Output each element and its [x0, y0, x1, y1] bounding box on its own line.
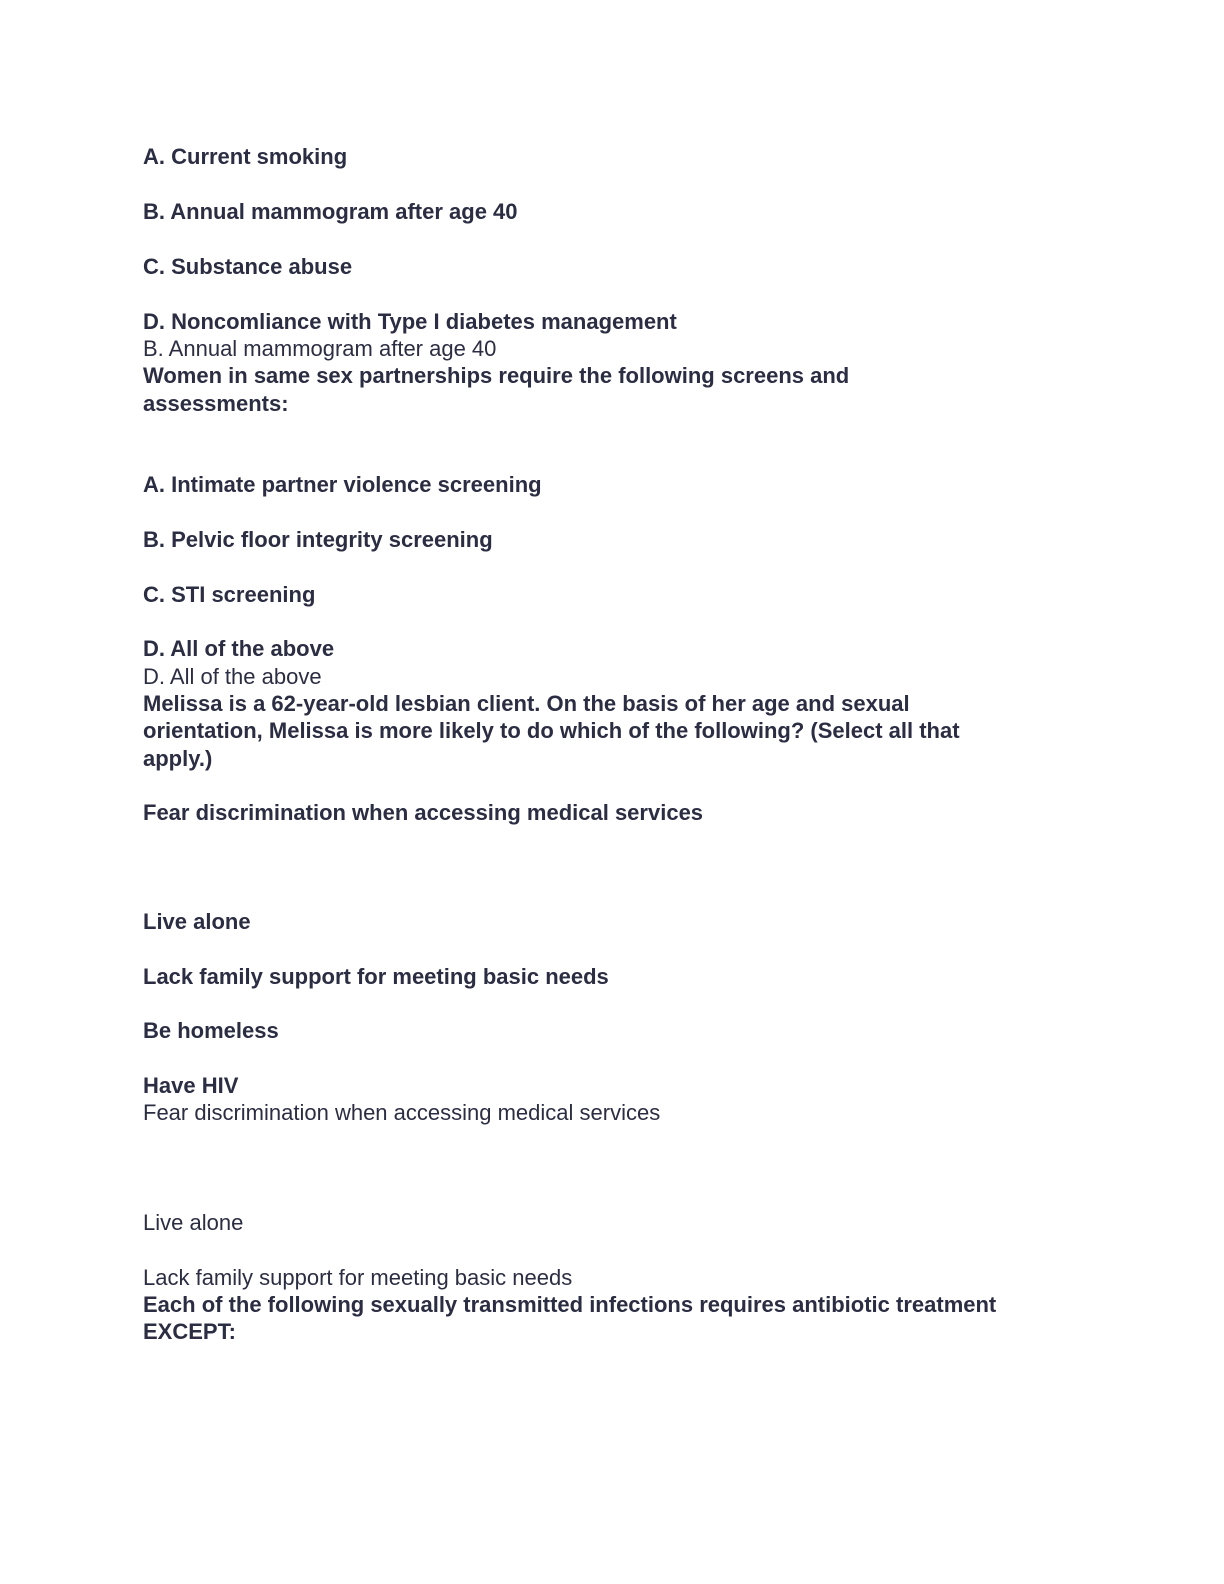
question-same-sex-screens-line1: Women in same sex partnerships require the following screens and: [143, 363, 850, 388]
answer-block3-1: Fear discrimination when accessing medical services: [143, 1100, 661, 1125]
option-fear-discrimination: Fear discrimination when accessing medical services: [143, 800, 704, 825]
question-melissa-line1: Melissa is a 62-year-old lesbian client. On the basis of her age and sexual: [143, 691, 910, 716]
answer-block3-2: Live alone: [143, 1210, 244, 1235]
option-d-all-above: D. All of the above: [143, 636, 335, 661]
answer-block3-3: Lack family support for meeting basic needs: [143, 1265, 573, 1290]
option-d-noncompliance: D. Noncomliance with Type I diabetes management: [143, 309, 677, 334]
option-c-sti-screening: C. STI screening: [143, 582, 316, 607]
option-b-pelvic-floor: B. Pelvic floor integrity screening: [143, 527, 493, 552]
answer-block1: B. Annual mammogram after age 40: [143, 336, 497, 361]
option-c-substance-abuse: C. Substance abuse: [143, 254, 353, 279]
option-lack-family-support: Lack family support for meeting basic needs: [143, 964, 609, 989]
option-b-annual-mammogram: B. Annual mammogram after age 40: [143, 199, 518, 224]
option-a-current-smoking: A. Current smoking: [143, 144, 348, 169]
question-sti-antibiotic-line2: EXCEPT:: [143, 1319, 236, 1344]
question-melissa-line3: apply.): [143, 746, 213, 771]
answer-block2: D. All of the above: [143, 664, 322, 689]
option-live-alone: Live alone: [143, 909, 251, 934]
question-melissa-line2: orientation, Melissa is more likely to do which of the following? (Select all that: [143, 718, 960, 743]
option-be-homeless: Be homeless: [143, 1018, 279, 1043]
option-a-intimate-partner-violence: A. Intimate partner violence screening: [143, 472, 542, 497]
question-same-sex-screens-line2: assessments:: [143, 391, 289, 416]
question-sti-antibiotic-line1: Each of the following sexually transmitted infections requires antibiotic treatment: [143, 1292, 997, 1317]
option-have-hiv: Have HIV: [143, 1073, 239, 1098]
